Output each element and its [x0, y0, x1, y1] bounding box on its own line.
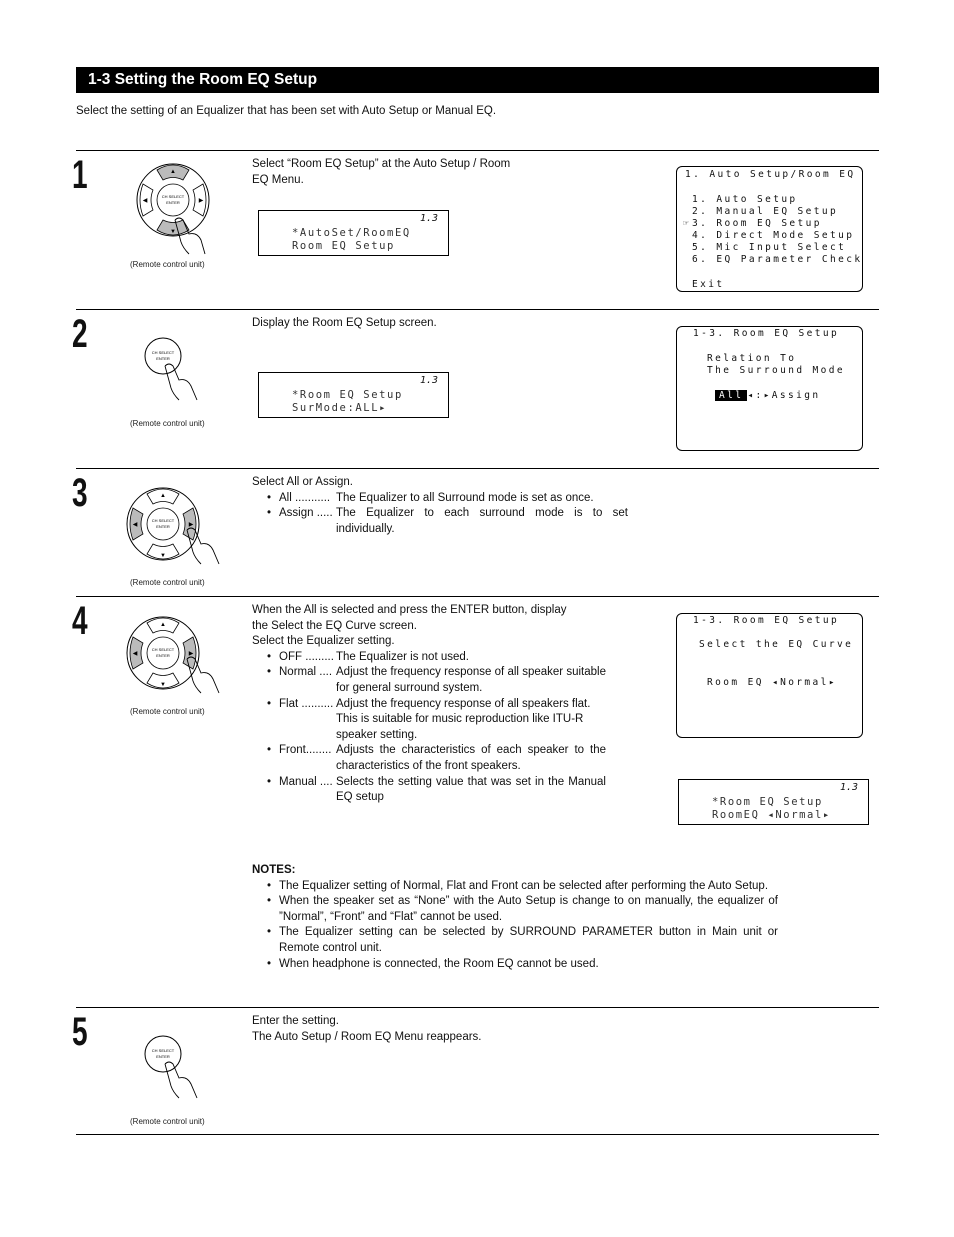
display-line-2: Room EQ Setup [292, 240, 395, 252]
remote-dpad-illustration [125, 615, 225, 707]
display-line-1: *Room EQ Setup [292, 389, 403, 401]
display-line-1: *AutoSet/RoomEQ [292, 227, 411, 239]
list-item: This is suitable for music reproduction like ITU-R speaker setting. [336, 713, 584, 741]
list-item: • Front........ Adjusts the characteristics of each speaker to the characteristics of the front speakers. [266, 744, 606, 772]
menu-item[interactable]: 4. Direct Mode Setup [692, 230, 855, 241]
svg-text:CH SELECT: CH SELECT [151, 518, 175, 523]
list-item: • All ........... The Equalizer to all Surround mode is set as once. [266, 491, 594, 504]
caption: (Remote control unit) [130, 578, 205, 587]
svg-text:▼: ▼ [160, 682, 166, 688]
step-number: 3 [72, 471, 88, 515]
step-number: 4 [72, 599, 88, 643]
svg-text:ENTER: ENTER [166, 200, 180, 205]
option-all[interactable]: All [715, 390, 747, 401]
front-display [678, 779, 869, 825]
svg-text:▶: ▶ [188, 651, 194, 657]
svg-text:▲: ▲ [170, 169, 176, 175]
step-instruction: When the All is selected and press the ENTER button, display the Select the EQ Curve screen. Select the Equalizer setting. • OFF ......... The Equalizer is not used. • Normal .... Adjust the frequency response of all speaker suitable for general surround system. • Flat .......... Adjust the frequency response of all speakers flat. This is suitable for music reproduction like ITU-R speaker setting. • Front........ Adjusts the characteristics of each speaker to the characteristics of the front speakers. • Manual .... Selects the setting value that was set in the Manual EQ setup [252, 603, 606, 806]
display-line-2: RoomEQ ◂Normal▸ [712, 809, 831, 821]
svg-text:▶: ▶ [198, 198, 204, 204]
eq-curve-selector[interactable]: Room EQ ◂Normal▸ [707, 677, 837, 688]
menu-item[interactable]: 6. EQ Parameter Check [692, 254, 863, 265]
list-item: • Flat .......... Adjust the frequency response of all speakers flat. [266, 697, 591, 710]
cursor-icon: ☞ [683, 218, 692, 229]
divider [76, 468, 879, 469]
display-number: 1.3 [419, 375, 438, 386]
note-item: • The Equalizer setting can be selected by SURROUND PARAMETER button in Main unit or Remote control unit. [266, 926, 778, 954]
list-item: • Manual .... Selects the setting value that was set in the Manual EQ setup [266, 775, 606, 804]
note-item: • When the speaker set as “None” with the Auto Setup is change to on manually, the equalizer of ”Normal”, “Front” and “Flat” cannot be used. [266, 895, 778, 923]
step-instruction: Display the Room EQ Setup screen. [252, 317, 437, 329]
osd-line: Relation To [707, 353, 797, 364]
exit-item[interactable]: Exit [692, 279, 725, 290]
note-item: • The Equalizer setting of Normal, Flat and Front can be selected after performing the Auto Setup. [266, 879, 769, 892]
osd-option-row [715, 390, 820, 401]
step-instruction: Select “Room EQ Setup” at the Auto Setup / Room EQ Menu. [252, 158, 511, 186]
svg-text:◀: ◀ [132, 651, 138, 657]
svg-text:ENTER: ENTER [156, 524, 170, 529]
list-item: • Normal .... Adjust the frequency response of all speaker suitable for general surround system. [266, 666, 606, 694]
osd-eq-curve [676, 613, 863, 738]
step-instruction: Enter the setting. The Auto Setup / Room EQ Menu reappears. [252, 1015, 482, 1043]
svg-text:CH SELECT: CH SELECT [151, 647, 175, 652]
divider [76, 309, 879, 310]
osd-line: Select the EQ Curve [699, 639, 854, 650]
svg-text:CH SELECT: CH SELECT [151, 1048, 175, 1053]
divider [76, 596, 879, 597]
svg-text:▲: ▲ [160, 493, 166, 499]
display-line-2: SurMode:ALL▸ [292, 402, 388, 414]
svg-text:◀: ◀ [142, 198, 148, 204]
section-title: 1-3 Setting the Room EQ Setup [76, 67, 879, 93]
caption: (Remote control unit) [130, 260, 205, 269]
notes [252, 863, 778, 972]
osd-title: 1. Auto Setup/Room EQ [685, 169, 856, 180]
svg-text:▼: ▼ [160, 553, 166, 559]
svg-text:ENTER: ENTER [156, 653, 170, 658]
step-number: 2 [72, 312, 88, 356]
display-number: 1.3 [419, 213, 438, 224]
remote-dpad-illustration [135, 158, 215, 256]
front-display [258, 372, 449, 418]
osd-menu [676, 166, 863, 292]
menu-item[interactable]: 3. Room EQ Setup [692, 218, 822, 229]
divider [76, 150, 879, 151]
step-number: 1 [72, 153, 88, 197]
enter-label: CH SELECT [161, 194, 185, 199]
option-assign[interactable]: ◂:▸Assign [747, 390, 821, 401]
svg-text:◀: ◀ [132, 522, 138, 528]
step-number: 5 [72, 1010, 88, 1054]
menu-item[interactable]: 5. Mic Input Select [692, 242, 847, 253]
osd-title: 1-3. Room EQ Setup [693, 615, 840, 626]
remote-dpad-illustration [125, 486, 225, 578]
list-item: • Assign ..... The Equalizer to each surround mode is to set individually. [266, 507, 628, 535]
osd-room-eq-setup [676, 326, 863, 451]
svg-text:ENTER: ENTER [156, 1054, 170, 1059]
display-line-1: *Room EQ Setup [712, 796, 823, 808]
menu-item[interactable]: 2. Manual EQ Setup [692, 206, 839, 217]
divider [76, 1007, 879, 1008]
svg-text:▼: ▼ [170, 229, 176, 235]
display-number: 1.3 [839, 782, 858, 793]
svg-text:ENTER: ENTER [156, 356, 170, 361]
menu-item[interactable]: 1. Auto Setup [692, 194, 798, 205]
divider [76, 1134, 879, 1135]
list-item: • OFF ......... The Equalizer is not used. [266, 650, 469, 663]
remote-enter-illustration [143, 1034, 205, 1100]
svg-text:▶: ▶ [188, 522, 194, 528]
remote-enter-illustration [143, 336, 205, 402]
intro-text: Select the setting of an Equalizer that has been set with Auto Setup or Manual EQ. [76, 105, 497, 117]
svg-text:▲: ▲ [160, 622, 166, 628]
step-instruction: Select All or Assign. • All ........... The Equalizer to all Surround mode is set as once. • Assign ..... The Equalizer to each surround mode is to set individually. [252, 475, 628, 537]
caption: (Remote control unit) [130, 1117, 205, 1126]
notes-title: NOTES: [252, 864, 296, 876]
front-display [258, 210, 449, 256]
svg-text:CH SELECT: CH SELECT [151, 350, 175, 355]
osd-title: 1-3. Room EQ Setup [693, 328, 840, 339]
note-item: • When headphone is connected, the Room EQ cannot be used. [266, 957, 599, 970]
caption: (Remote control unit) [130, 707, 205, 716]
caption: (Remote control unit) [130, 419, 205, 428]
osd-line: The Surround Mode [707, 365, 846, 376]
